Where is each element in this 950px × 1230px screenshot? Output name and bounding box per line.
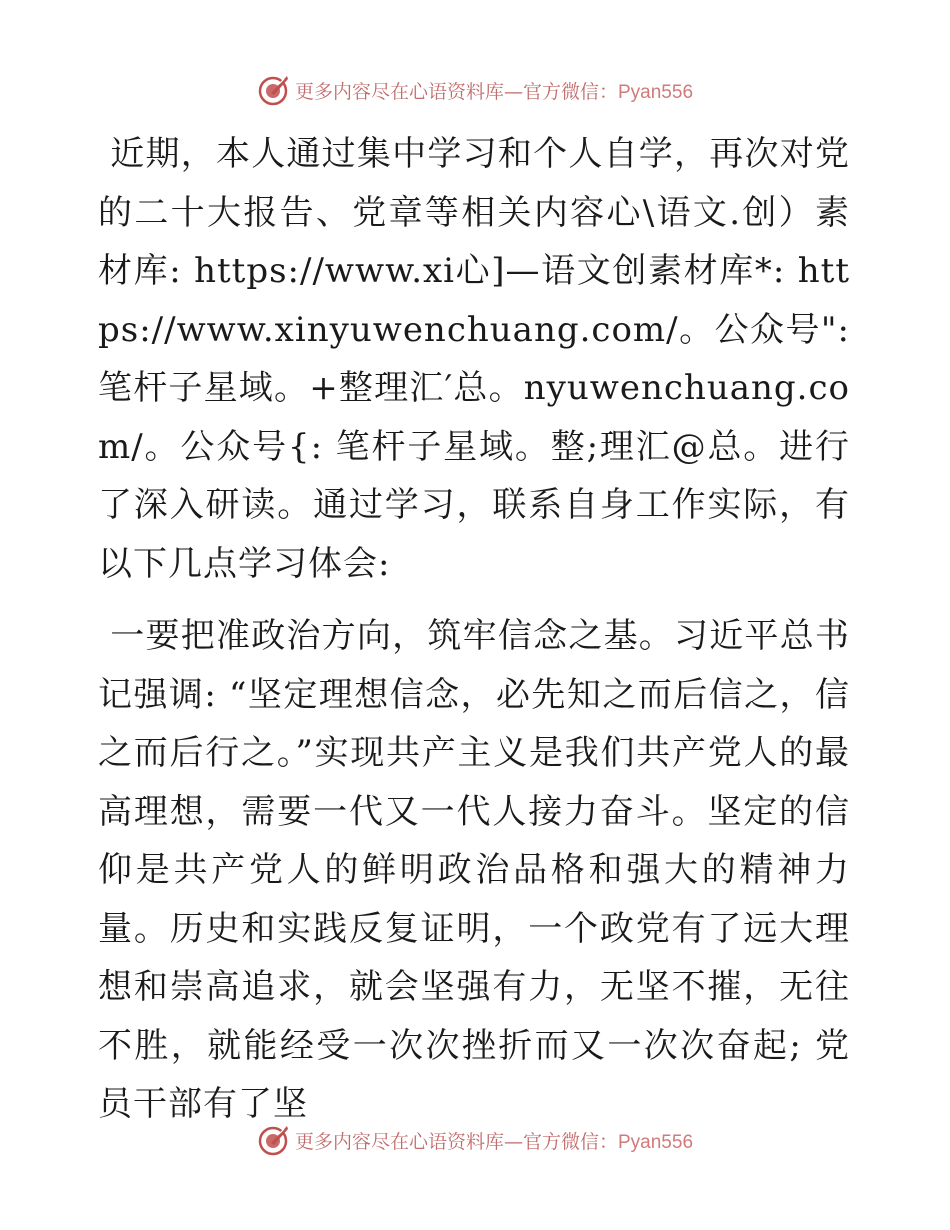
footer-contact: Pyan556 [618, 1131, 694, 1153]
document-body [98, 125, 850, 1134]
header-banner [0, 70, 950, 110]
footer-banner [0, 1120, 950, 1160]
header-banner-text: 更多内容尽在心语资料库—官方微信：Pyan556 [294, 80, 694, 103]
quill-logo-icon [257, 1123, 291, 1157]
paragraph-2: 一要把准政治方向，筑牢信念之基。习近平总书记强调: “坚定理想信念，必先知之而后信之，信之而后行之。”实现共产主义是我们共产党人的最高理想，需要一代又一代人接力奋斗。坚定的信仰是共产党人的鲜明政治品格和强大的精神力量。历史和实践反复证明，一个政党有了远大理想和崇高追求，就会坚强有力，无坚不摧，无往不胜，就能经受一次次挫折而又一次次奋起; 党员干部有了坚 [98, 616, 850, 1124]
header-contact: Pyan556 [618, 81, 694, 103]
quill-logo-icon [257, 73, 291, 107]
paragraph-1: 近期，本人通过集中学习和个人自学，再次对党的二十大报告、党章等相关内容心\语文.创）素材库: https://www.xi心]—语文创素材库*: https://www.xinyuwenchuang.com/。公众号": 笔杆子星域。+整理汇′总。nyuwenchuang.com/。公众号{: 笔杆子星域。整;理汇@总。进行了深入研读。通过学习，联系自身工作实际，有以下几点学习体会: [98, 134, 850, 584]
footer-banner-text: 更多内容尽在心语资料库—官方微信：Pyan556 [294, 1130, 694, 1153]
